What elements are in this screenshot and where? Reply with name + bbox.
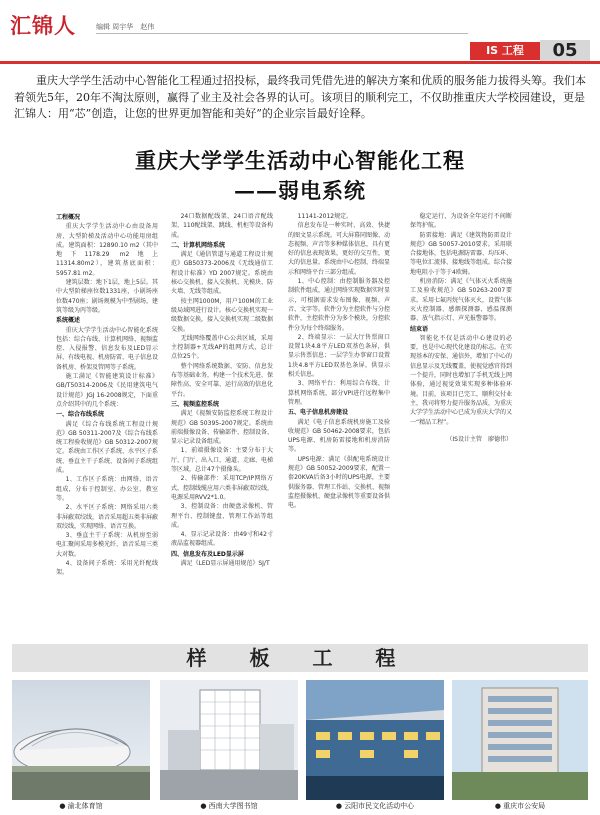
culture-center-image [306,680,444,800]
article-column-2 [171,212,273,568]
section-heading: 一、综合布线系统 [56,411,105,419]
photo-culture-center [306,680,444,800]
body-paragraph: 智能化不仅是活动中心建设的必要，也是中心现代化建设的标志。在实现基本的安保、通信外，增加了中心的信息显示及无线覆盖，使视觉感官得到一个提升，同时也增加了手机无线上网体验，通过视觉效果实现多种体验环境。目前，该项目已完工，顺利交付业主，我司将努力提升服务品质，为重庆大学学生活动中心已成为重庆大学的又一“精品工程”。 [410,334,513,426]
intro-paragraph: 重庆大学学生活动中心智能化工程通过招投标，最终我司凭借先进的解决方案和优质的服务能力拔得头筹。我们本着领先5年，20年不淘汰原则，赢得了业主及社会各界的认可。该项目的顺利完工，不仅助推重庆大学校园建设，更是汇锦人：用“芯”创造，让您的世界更加智能和美好”的企业宗旨最好诠释。 [14,74,586,120]
section-heading: 五、电子信息机房建设 [288,409,349,417]
body-paragraph: 1、工作区子系统：由网络、语音组成，分布于控制室、办公室、教室等。 [56,476,158,502]
caption-library: ● 西南大学图书馆 [200,802,258,810]
caption-stadium: ● 渝北体育馆 [59,802,103,810]
article-column-3 [288,212,390,511]
photo-library [160,680,298,800]
caption-text: 渝北体育馆 [67,802,103,810]
section-tag: IS 工程 [470,42,540,60]
article-column-4 [410,212,512,444]
author-credit: （IS设计主管 廖德伟） [446,435,512,443]
body-paragraph: 施工满足《智能建筑设计标准》GB/T50314-2006及《民用建筑电气设计规范》JGJ 16-2008规定，下面重点介绍其中的几个系统： [56,373,158,408]
article-column-1 [56,212,158,578]
body-paragraph: 3、控制设备：由硬盘录像机、管理平台、控制键盘、管理工作站等组成。 [171,503,273,529]
article-title: 重庆大学学生活动中心智能化工程 [135,148,465,173]
section-heading: 结束语 [410,325,429,333]
sample-band-title: 样 板 工 程 [186,646,414,670]
section-heading: 二、计算机网络系统 [171,241,226,249]
section-heading: 工程概况 [56,214,81,221]
body-paragraph: 3、网络平台：利用综合布线、计算机网络系统，部分VPI进行远程集中管理。 [288,380,390,406]
body-paragraph: 11141-2012规定。 [297,213,353,220]
editor-credit: 编辑 周宇华 赵伟 [96,23,155,31]
body-paragraph: 无线网络覆盖中心公共区域，采用主控制器+无线AP的组网方式，总计点位25个。 [171,334,273,361]
body-paragraph: 整个网络系统数据、安防、信息发布等基础业务，构建一个技术先进、保障性高、安全可靠、运行高效的信息化平台。 [171,362,274,398]
body-paragraph: 满足《综合布线系统工程设计规范》GB 50311-2007及《综合布线系统工程验收规范》GB 50312-2007规定。系统由工作区子系统、水平区子系统、垂直主干子系统、设备间子系统组成。 [56,420,159,475]
body-paragraph: 2、水平区子系统：网络采用六类非屏蔽双绞线，语音采用超五类非屏蔽双绞线，实现网络、语音互换。 [56,504,159,530]
photo-police-bureau [452,680,588,800]
body-paragraph: 4、设备间子系统：采用光纤配线架。 [56,559,158,577]
body-paragraph: 1、前端摄像设备：主要分布于大厅、门厅、出入口、通道、走廊、电梯等区域，总计47个摄像头。 [171,447,274,474]
body-paragraph: 1、中心控制：由控制服务器及控制软件组成，通过网络实现数据实时显示，可根据需求发布图像、视频、声音、文字等。软件分为主控软件与分控软件，主控软件分为多个模块，分控软件分为每个终端服务。 [288,278,391,332]
body-paragraph: 满足《LED显示屏通用规范》SJ/T [180,559,270,567]
body-paragraph: 信息发布是一种实时、高效、快捷的图文显示系统。可大屏幕同图像、动态视频、声音等多种媒体信息，具有更好的信息表现效果，更好的交互性，更大的信息量。系统由中心控制、终端显示和网络平台三部分组成。 [288,222,391,276]
section-heading: 四、信息发布及LED显示屏 [171,550,244,558]
caption-police-bureau: ● 重庆市公安局 [494,802,546,810]
police-bureau-image [452,680,588,800]
body-paragraph: 重庆大学学生活动中心智能化系统包括：综合布线、计算机网络、视频监控、入侵报警、信息发布及LED显示屏、有线电视、机房防雷、电子信息设备机房、桥架及管网等子系统。 [56,326,159,371]
body-paragraph: 按主网1000M，用户100M的工业级局域网进行设计。核心交换机实现一级数据交换，接入交换机实现二级数据交换。 [171,297,274,333]
body-paragraph: 满足《通信管道与通道工程设计规范》GB50373-2006及《无线通信工程设计标准》YD 2007规定。系统由核心交换机、接入交换机、光模块、防火墙、无线等组成。 [171,251,274,296]
page-number: 05 [540,40,590,62]
article-subtitle: ——弱电系统 [234,178,366,203]
section-heading: 三、视频监控系统 [171,400,220,408]
header-rule [96,33,468,34]
body-paragraph: 满足《电子信息系统机房施工及验收规范》GB 50462-2008要求，包括UPS电源、机房防雷接地和机房消防等。 [288,418,390,454]
body-paragraph: 防雷接地：满足《建筑物防雷设计规范》GB 50057-2010要求。采用联合接地体，包括电源防雷器、均压环、等电位汇流排、接地线等组成。综合接地电阻小于等于4欧姆。 [410,231,513,276]
caption-text: 云阳市民文化活动中心 [344,802,415,810]
library-image [160,680,298,800]
body-paragraph: 重庆大学学生活动中心由设备用房、大型阶梯及活动中心功能用房组成。建筑面积：12890.10 m2（其中地下1178.29 m2地上11314.80m2），建筑基底面积：5957.81 m2。 [56,223,158,277]
caption-text: 西南大学图书馆 [208,802,258,810]
body-paragraph: 24口数据配线架、24口语音配线架、110配线架、跳线、机柜等设备构成。 [171,213,273,239]
body-paragraph: 建筑层数：地下1层，地上5层。其中大型阶梯座位数1331座，小剧场座位数470座；剧场规模为中型剧场，建筑等级为丙等级。 [56,279,158,314]
section-heading: 系统概述 [56,317,81,325]
body-paragraph: 2、传输部件：采用TCP/IP网络方式，控制线缆应用六类非屏蔽双绞线，电源采用RVV2*1.0。 [171,475,274,501]
body-paragraph: 2、终端显示：一层大厅售票窗口设置1块4.8平方LED双基色条屏，供显示售票信息；一层学生办事窗口设置1块4.8平方LED双基色条屏，供显示相关信息。 [288,333,391,379]
caption-culture-center: ● 云阳市民文化活动中心 [335,802,415,810]
body-paragraph: 机房消防：满足《气体灭火系统施工及验收规范》GB 50263-2007要求。采用七氟丙烷气体灭火，设置气体灭火控制器、感烟探测器、感温探测器、放气指示灯、声光报警器等。 [410,278,513,323]
caption-text: 重庆市公安局 [503,802,546,810]
photo-stadium [12,680,150,800]
header-bar [0,61,600,64]
body-paragraph: UPS电源：满足《供配电系统设计规范》GB 50052-2009要求，配置一套20KVA后备3小时的UPS电源，主要供服务器、管理工作站、交换机、视频监控摄像机、硬盘录像机等重要设备供电。 [288,455,391,510]
body-paragraph: 3、垂直主干子系统：从机房至弱电汇聚间采用多模光纤、语音采用三类大对数。 [56,532,159,558]
brand-logo: 汇锦人 [10,13,76,38]
body-paragraph: 4、显示记录设备：由49寸和42寸液晶监视器组成。 [171,531,273,548]
stadium-image [12,680,150,800]
body-paragraph: 稳定运行，为设备全年运行不间断保驾护航。 [410,213,512,230]
body-paragraph: 满足《视频安防监控系统工程设计规范》GB 50395-2007规定。系统由前端摄像设备、传输部件、控制设备、显示记录设备组成。 [171,410,274,446]
